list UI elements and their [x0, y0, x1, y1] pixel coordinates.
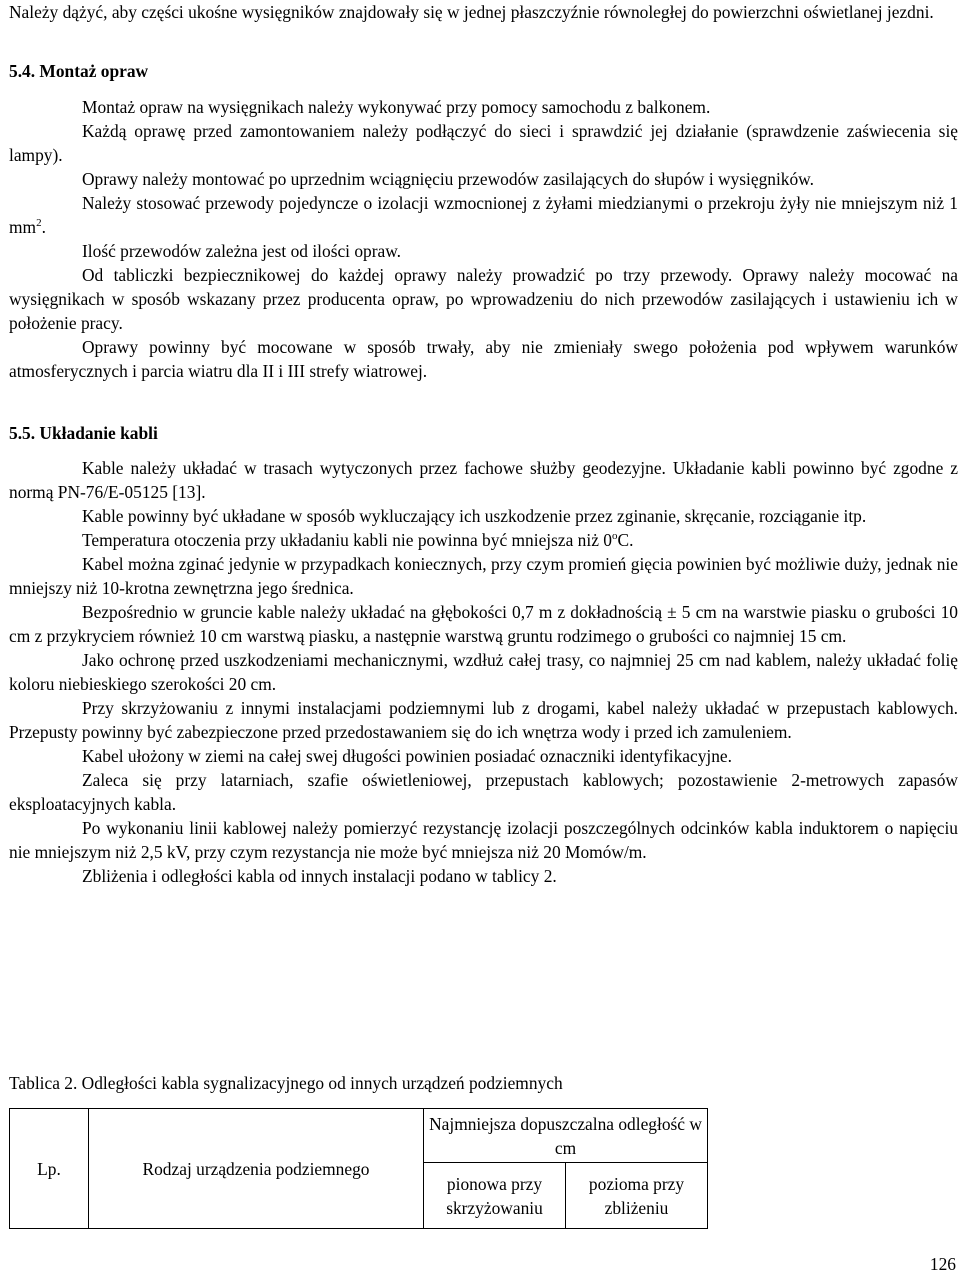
paragraph: Kable powinny być układane w sposób wykluczający ich uszkodzenie przez zginanie, skręcanie, rozciąganie itp.: [82, 506, 867, 526]
paragraph: Po wykonaniu linii kablowej należy pomierzyć rezystancję izolacji poszczególnych odcinków kabla induktorem o napięciu nie mniejszym niż 2,5 kV, przy czym rezystancja nie może być mniejsza niż 20 Momów/m.: [9, 818, 958, 862]
paragraph: Przy skrzyżowaniu z innymi instalacjami podziemnymi lub z drogami, kabel należy układać w przepustach kablowych. Przepusty powinny być zabezpieczone przed przedostawaniem się do ich wnętrza wody i przed ich zamuleniem.: [9, 698, 958, 742]
section-5-4-body: [9, 95, 958, 383]
paragraph: Oprawy powinny być mocowane w sposób trwały, aby nie zmieniały swego położenia pod wpływem warunków atmosferycznych i parcia wiatru dla II i III strefy wiatrowej.: [9, 337, 958, 381]
paragraph: Jako ochronę przed uszkodzeniami mechanicznymi, wzdłuż całej trasy, co najmniej 25 cm nad kablem, należy układać folię koloru niebieskiego szerokości 20 cm.: [9, 650, 958, 694]
paragraph: Należy stosować przewody pojedyncze o izolacji wzmocnionej z żyłami miedzianymi o przekroju żyły nie mniejszym niż 1 $mm^2$.: [9, 193, 958, 237]
paragraph: Kabel można zginać jedynie w przypadkach koniecznych, przy czym promień gięcia powinien być możliwie duży, jednak nie mniejszy niż 10-krotna zewnętrzna jego średnica.: [9, 554, 958, 598]
paragraph: Oprawy należy montować po uprzednim wciągnięciu przewodów zasilających do słupów i wysięgników.: [82, 169, 814, 189]
intro-paragraph: Należy dążyć, aby części ukośne wysięgników znajdowały się w jednej płaszczyźnie równoległej do powierzchni oświetlanej jezdni.: [9, 2, 934, 22]
table-caption: Tablica 2. Odległości kabla sygnalizacyjnego od innych urządzeń podziemnych: [9, 1073, 563, 1093]
paragraph: Kable należy układać w trasach wytyczonych przez fachowe służby geodezyjne. Układanie kabli powinno być zgodne z normą PN-76/E-05125 [13].: [9, 458, 958, 502]
table-header-pozioma: pozioma przy zbliżeniu: [566, 1163, 708, 1229]
paragraph: Bezpośrednio w gruncie kable należy układać na głębokości 0,7 m z dokładnością ± 5 cm na warstwie piasku o grubości 10 cm z przykryciem również 10 cm warstwą piasku, a następnie warstwą gruntu rodzimego o grubości co najmniej 15 cm.: [9, 602, 958, 646]
distance-table: [9, 1108, 959, 1229]
table-header-pionowa: pionowa przy skrzyżowaniu: [424, 1163, 566, 1229]
table-header-group: Najmniejsza dopuszczalna odległość w cm: [424, 1109, 708, 1163]
section-heading-5-5: 5.5. Układanie kabli: [9, 423, 158, 443]
paragraph: Od tabliczki bezpiecznikowej do każdej oprawy należy prowadzić po trzy przewody. Oprawy należy mocować na wysięgnikach w sposób wskazany przez producenta opraw, po wprowadzeniu do nich przewodów zasilających i ustawieniu ich w położenie pracy.: [9, 265, 958, 333]
section-heading-5-4: 5.4. Montaż opraw: [9, 61, 149, 81]
table-header-lp: Lp.: [10, 1109, 89, 1229]
paragraph: Kabel ułożony w ziemi na całej swej długości powinien posiadać oznaczniki identyfikacyjne.: [82, 746, 733, 766]
section-5-5-body: [9, 456, 958, 888]
table-spacer: [708, 1109, 960, 1229]
paragraph: Ilość przewodów zależna jest od ilości opraw.: [82, 241, 402, 261]
paragraph: Każdą oprawę przed zamontowaniem należy podłączyć do sieci i sprawdzić jej działanie (sprawdzenie zaświecenia się lampy).: [9, 121, 958, 165]
paragraph: Zbliżenia i odległości kabla od innych instalacji podano w tablicy 2.: [82, 866, 557, 886]
paragraph: Montaż opraw na wysięgnikach należy wykonywać przy pomocy samochodu z balkonem.: [82, 97, 711, 117]
table-header-rodzaj: Rodzaj urządzenia podziemnego: [89, 1109, 424, 1229]
paragraph: Temperatura otoczenia przy układaniu kabli nie powinna być mniejsza niż 0$^o$C.: [82, 530, 634, 550]
page-number: 126: [929, 1254, 956, 1274]
paragraph: Zaleca się przy latarniach, szafie oświetleniowej, przepustach kablowych; pozostawienie 2-metrowych zapasów eksploatacyjnych kabla.: [9, 770, 958, 814]
